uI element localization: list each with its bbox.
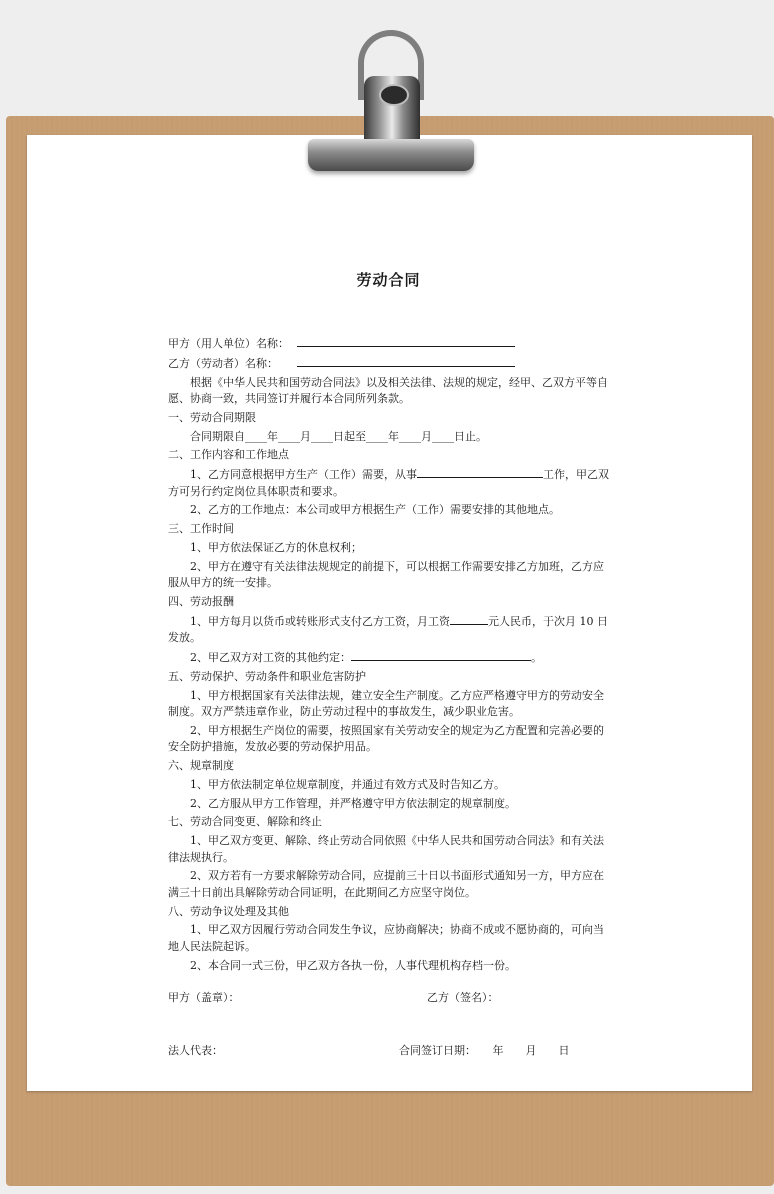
party-b-blank[interactable] (297, 355, 515, 367)
section-3-item-1: 1、甲方依法保证乙方的休息权利； (190, 540, 362, 554)
binder-clip-icon (300, 24, 480, 179)
section-7-item-1: 1、甲乙双方变更、解除、终止劳动合同依照《中华人民共和国劳动合同法》和有关法律法规执行。 (168, 834, 604, 864)
section-2-item-1-text-a: 1、乙方同意根据甲方生产（工作）需要，从事 (190, 468, 417, 482)
party-b-label: 乙方（劳动者）名称： (168, 356, 278, 370)
section-6-heading: 六、规章制度 (168, 758, 234, 772)
party-a-line (168, 335, 609, 352)
contract-document (168, 270, 609, 1059)
section-4-item-1-text-a: 1、甲方每月以货币或转账形式支付乙方工资，月工资 (190, 614, 450, 628)
section-4-heading: 四、劳动报酬 (168, 594, 234, 608)
party-b-line (168, 355, 609, 372)
section-4-item-2 (168, 649, 609, 666)
section-8-item-2: 2、本合同一式三份，甲乙双方各执一份，人事代理机构存档一份。 (190, 958, 516, 972)
legal-rep-label: 法人代表： (168, 1043, 223, 1057)
section-1-heading: 一、劳动合同期限 (168, 410, 256, 424)
section-2-item-2: 2、乙方的工作地点：本公司或甲方根据生产（工作）需要安排的其他地点。 (190, 503, 560, 517)
signature-row (168, 990, 609, 1006)
section-7-heading: 七、劳动合同变更、解除和终止 (168, 815, 322, 829)
section-5-item-2: 2、甲方根据生产岗位的需要，按照国家有关劳动安全的规定为乙方配置和完善必要的安全防护措施，发放必要的劳动保护用品。 (168, 723, 604, 754)
salary-blank[interactable] (450, 613, 488, 625)
legal-rep-row (168, 1043, 609, 1059)
party-a-seal-label: 甲方（盖章）： (168, 990, 240, 1004)
section-2-item-1 (168, 466, 609, 500)
section-8-item-1: 1、甲乙双方因履行劳动合同发生争议，应协商解决；协商不成或不愿协商的，可向当地人民法院起诉。 (168, 923, 604, 953)
section-4-item-1-text-b: 元人民币，于次月 10 日发放。 (168, 614, 608, 645)
salary-terms-blank[interactable] (351, 649, 531, 661)
section-5-item-1: 1、甲方根据国家有关法律法规，建立安全生产制度。乙方应严格遵守甲方的劳动安全制度。双方严禁违章作业，防止劳动过程中的事故发生，减少职业危害。 (168, 688, 604, 718)
party-a-label: 甲方（用人单位）名称： (168, 337, 289, 350)
party-b-signature-label: 乙方（签名）： (427, 990, 499, 1004)
preamble: 根据《中华人民共和国劳动合同法》以及相关法律、法规的规定，经甲、乙双方平等自愿、协商一致，共同签订并履行本合同所列条款。 (168, 375, 608, 405)
section-4-item-2-text-b: 。 (531, 650, 542, 664)
job-title-blank[interactable] (417, 466, 543, 478)
section-3-item-2: 2、甲方在遵守有关法律法规规定的前提下，可以根据工作需要安排乙方加班，乙方应服从甲方的统一安排。 (168, 559, 604, 590)
section-4-item-1 (168, 613, 609, 647)
contract-title: 劳动合同 (356, 271, 421, 289)
party-a-blank[interactable] (297, 335, 515, 347)
section-5-heading: 五、劳动保护、劳动条件和职业危害防护 (168, 669, 366, 683)
section-6-item-2: 2、乙方服从甲方工作管理，并严格遵守甲方依法制定的规章制度。 (190, 796, 516, 810)
section-4-item-2-text-a: 2、甲乙双方对工资的其他约定： (190, 650, 351, 664)
sign-date-label: 合同签订日期： 年 月 日 (399, 1043, 570, 1057)
section-7-item-2: 2、双方若有一方要求解除劳动合同，应提前三十日以书面形式通知另一方，甲方应在满三十日前出具解除劳动合同证明，在此期间乙方应坚守岗位。 (168, 869, 604, 899)
section-3-heading: 三、工作时间 (168, 522, 234, 536)
section-1-term: 合同期限自____年____月____日起至____年____月____日止。 (190, 429, 487, 443)
section-8-heading: 八、劳动争议处理及其他 (168, 904, 289, 918)
section-2-item-1-text-b: 工作，甲乙双方可另行约定岗位具体职责和要求。 (168, 468, 609, 498)
section-6-item-1: 1、甲方依法制定单位规章制度，并通过有效方式及时告知乙方。 (190, 777, 505, 791)
section-2-heading: 二、工作内容和工作地点 (168, 448, 289, 462)
